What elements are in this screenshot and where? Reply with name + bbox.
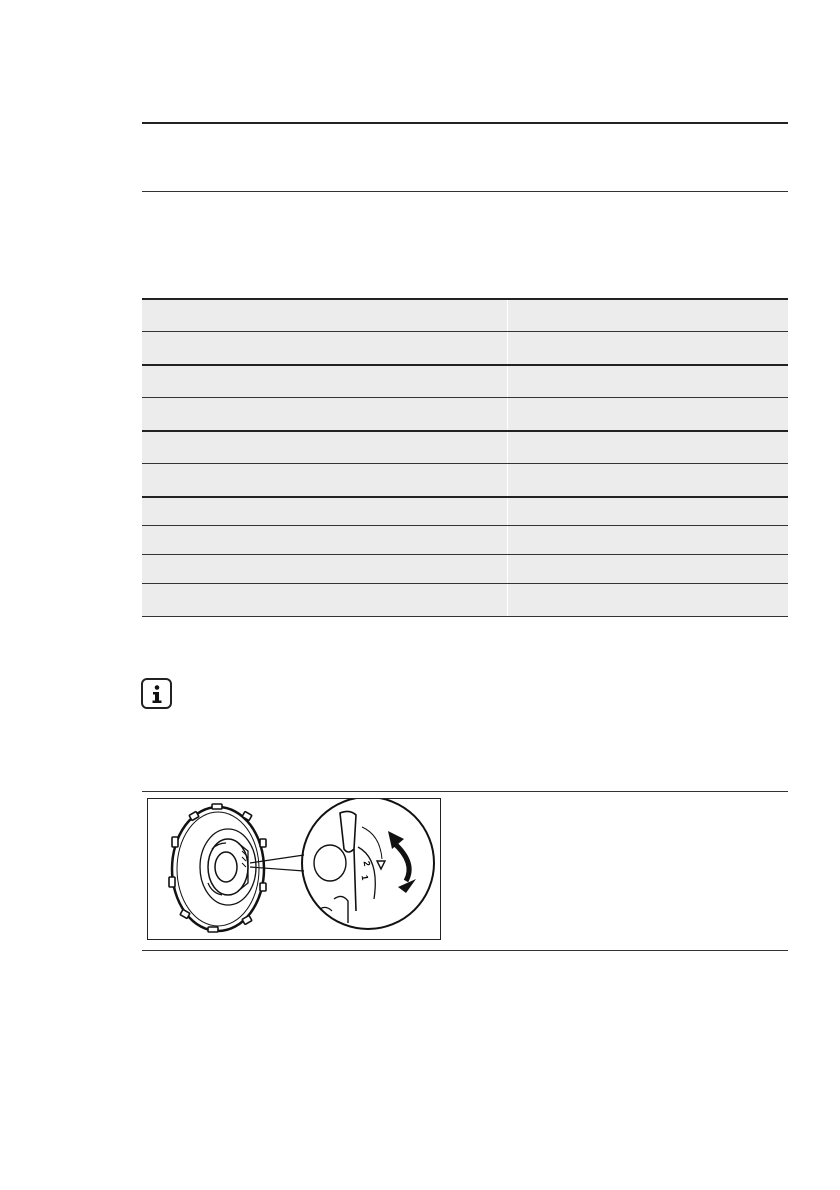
adjuster-dial-illustration — [147, 798, 441, 940]
dial-mark-2: 2 — [361, 860, 373, 867]
table-row — [142, 432, 788, 463]
dial-mark-1: 1 — [359, 874, 371, 881]
table-row — [142, 464, 788, 496]
table-row — [142, 498, 788, 525]
table-header-row — [142, 192, 788, 298]
section-top-rule — [142, 791, 788, 792]
section-bottom-rule — [142, 950, 788, 951]
table-row — [142, 332, 788, 364]
info-icon — [141, 678, 172, 709]
settings-table — [142, 122, 788, 617]
table-row — [142, 300, 788, 331]
table-bottom-rule — [142, 616, 788, 617]
double-curved-arrow-icon — [388, 831, 416, 893]
table-row — [142, 398, 788, 430]
table-row — [142, 526, 788, 554]
table-row — [142, 366, 788, 397]
table-row — [142, 555, 788, 583]
table-header-row — [142, 124, 788, 191]
table-row — [142, 584, 788, 616]
